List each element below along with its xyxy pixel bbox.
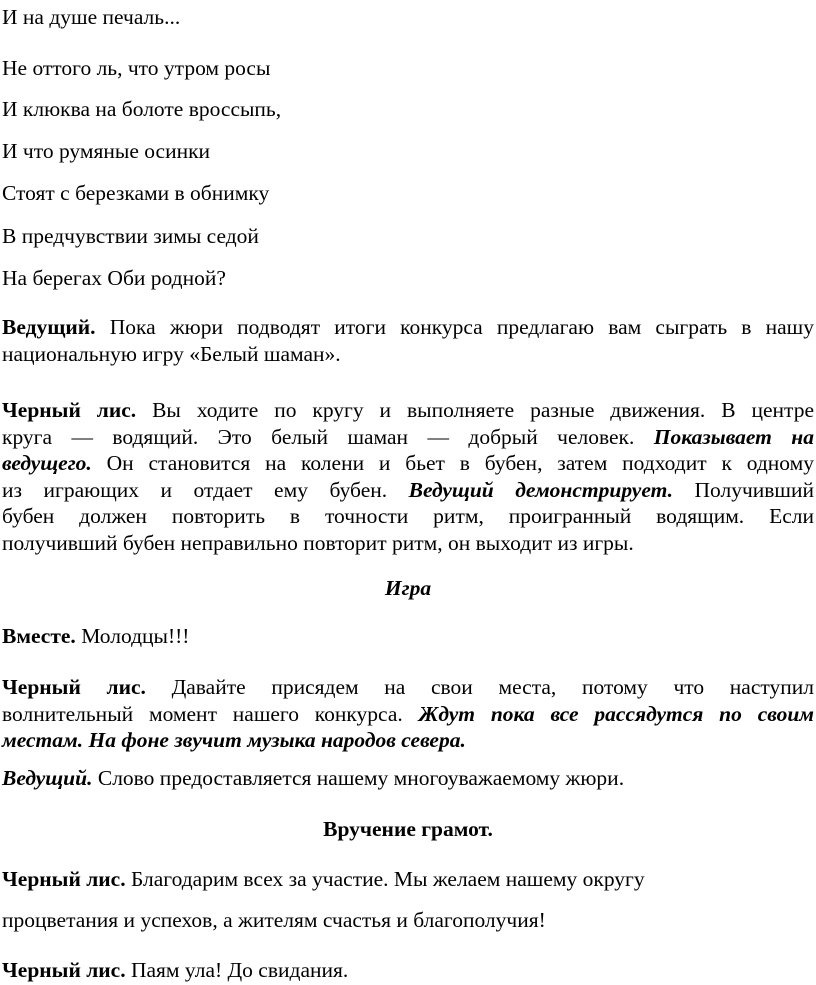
poem-line: На берегах Оби родной?: [2, 266, 226, 290]
poem-line: И на душе печаль...: [2, 5, 181, 29]
speaker-label: Ведущий.: [2, 766, 93, 790]
poem-line: И что румяные осинки: [2, 139, 211, 163]
poem-line: Не оттого ль, что утром росы: [2, 56, 271, 80]
paragraph-together: Вместе. Молодцы!!!: [2, 624, 190, 648]
stage-direction: Показывает на: [653, 424, 814, 449]
paragraph-thanks-cont: процветания и успехов, а жителям счастья и благополучия!: [2, 908, 546, 932]
poem-line: Стоят с березками в обнимку: [2, 181, 270, 205]
speaker-label: Черный лис.: [2, 867, 126, 891]
speaker-label: Черный лис.: [2, 958, 126, 982]
heading-game: Игра: [384, 576, 432, 600]
paragraph-goodbye: Черный лис. Паям ула! До свидания.: [2, 958, 349, 982]
poem-line: И клюква на болоте вроссыпь,: [2, 97, 282, 121]
heading-awards: Вручение грамот.: [323, 817, 493, 841]
speaker-label: Черный лис.: [2, 398, 137, 422]
speaker-label: Ведущий.: [2, 315, 96, 339]
paragraph-take-seats: Черный лис. Давайте присядем на свои места, потому что наступил волнительный момент нашего конкурса. Ждут пока все рассядутся по своим местам. На фоне звучит музыка народов севера.: [2, 675, 815, 752]
paragraph-host-game-intro: Ведущий. Пока жюри подводят итоги конкурса предлагаю вам сыграть в нашу национальную игру «Белый шаман».: [2, 315, 814, 366]
paragraph-jury-word: Ведущий. Слово предоставляется нашему многоуважаемому жюри.: [2, 766, 625, 790]
speaker-label: Черный лис.: [2, 675, 146, 699]
stage-direction: Ведущий демонстрирует.: [408, 477, 673, 502]
stage-direction: Ждут пока все рассядутся по своим: [418, 701, 815, 726]
poem-line: В предчувствии зимы седой: [2, 224, 259, 248]
paragraph-game-rules: Черный лис. Вы ходите по кругу и выполняете разные движения. В центре круга — водящий. Это белый шаман — добрый человек. Показывает на ведущего. Он становится на колени и бьет в бубен, затем подходит к одному из играющих и отдает ему бубен. Ведущий демонстрирует. Получивший бубен должен повторить в точности ритм, проигранный водящим. Если получивший бубен неправильно повторит ритм, он выходит из игры.: [2, 398, 815, 555]
stage-direction: ведущего.: [2, 451, 92, 475]
stage-direction: местам. На фоне звучит музыка народов севера.: [2, 728, 466, 752]
speaker-label: Вместе.: [2, 624, 76, 648]
paragraph-thanks: Черный лис. Благодарим всех за участие. Мы желаем нашему округу: [2, 867, 645, 891]
